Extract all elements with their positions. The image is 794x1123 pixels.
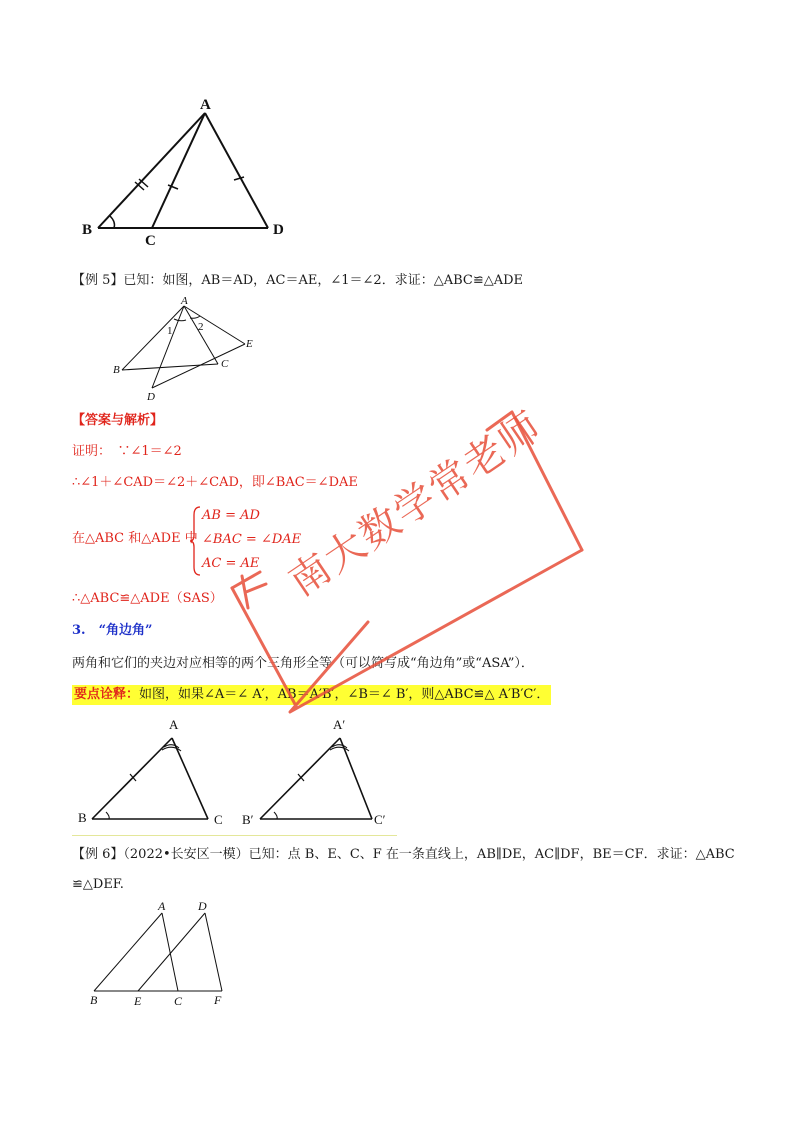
ex6-label-c: C xyxy=(174,994,183,1008)
ex5-label-a: A xyxy=(181,295,188,307)
section3-heading: 3. “角边角” xyxy=(72,623,153,638)
figure-triangle-abd xyxy=(78,95,298,249)
ex5-label-d: D xyxy=(147,391,155,403)
figure-example6 xyxy=(86,898,246,1013)
ex5-label-2: 2 xyxy=(198,321,204,333)
key-point-label: 要点诠释： xyxy=(74,687,140,702)
ex6-label-d: D xyxy=(198,899,207,913)
fig3-label-a: A xyxy=(169,717,179,732)
answer-heading: 【答案与解析】 xyxy=(72,413,164,428)
brace xyxy=(190,505,202,577)
label-a: A xyxy=(200,97,211,113)
example5-line xyxy=(72,272,523,290)
condition-2: ∠BAC = ∠DAE xyxy=(202,532,302,547)
condition-1: AB = AD xyxy=(202,508,260,523)
example6-line1 xyxy=(72,846,735,864)
divider xyxy=(72,835,397,836)
fig3-label-c-prime: C′ xyxy=(374,812,386,827)
proof-conclusion: ∴△ABC≌△ADE（SAS） xyxy=(72,591,223,606)
proof-start: 证明： ∵∠1＝∠2 xyxy=(72,444,182,459)
watermark-text: 南大数学常老师 xyxy=(281,403,551,606)
key-point-text: 如图，如果∠A＝∠ A′，AB＝A′B′，∠B＝∠ B′，则△ABC≌△ A′B′C′． xyxy=(139,687,550,702)
ex5-label-b: B xyxy=(113,364,120,376)
example6-text: （2022•长安区一模）已知：点 B、E、C、F 在一条直线上，AB∥DE，AC∥DF，BE＝CF．求证：△ABC xyxy=(123,847,735,862)
ex6-label-f: F xyxy=(214,993,222,1007)
ex5-label-1: 1 xyxy=(167,325,173,337)
fig3-label-b: B xyxy=(78,810,87,825)
example6-line2: ≌△DEF. xyxy=(72,877,124,892)
ex5-label-c: C xyxy=(221,358,229,370)
section3-desc: 两角和它们的夹边对应相等的两个三角形全等（可以简写成“角边角”或“ASA”）． xyxy=(72,656,534,671)
label-d: D xyxy=(273,222,284,238)
fig3-label-c: C xyxy=(214,812,223,827)
condition-3: AC = AE xyxy=(202,556,260,571)
example5-text: 已知：如图，AB＝AD，AC＝AE，∠1＝∠2．求证：△ABC≌△ADE xyxy=(123,273,524,288)
ex6-label-a: A xyxy=(158,899,166,913)
proof-in-triangles: 在△ABC 和△ADE 中 xyxy=(72,531,198,546)
ex6-label-b: B xyxy=(90,993,98,1007)
figure-example5 xyxy=(108,294,258,404)
example5-tag: 【例 5】 xyxy=(72,273,124,288)
fig3-label-b-prime: B′ xyxy=(242,812,254,827)
key-point xyxy=(72,685,551,705)
proof-step2: ∴∠1＋∠CAD＝∠2＋∠CAD，即∠BAC＝∠DAE xyxy=(72,475,358,490)
label-b: B xyxy=(82,222,93,238)
label-c: C xyxy=(145,233,156,249)
ex6-label-e: E xyxy=(134,994,142,1008)
figure-asa-triangles xyxy=(72,712,412,837)
fig3-label-a-prime: A′ xyxy=(333,717,346,732)
ex5-label-e: E xyxy=(246,338,253,350)
example6-tag: 【例 6】 xyxy=(72,847,124,862)
